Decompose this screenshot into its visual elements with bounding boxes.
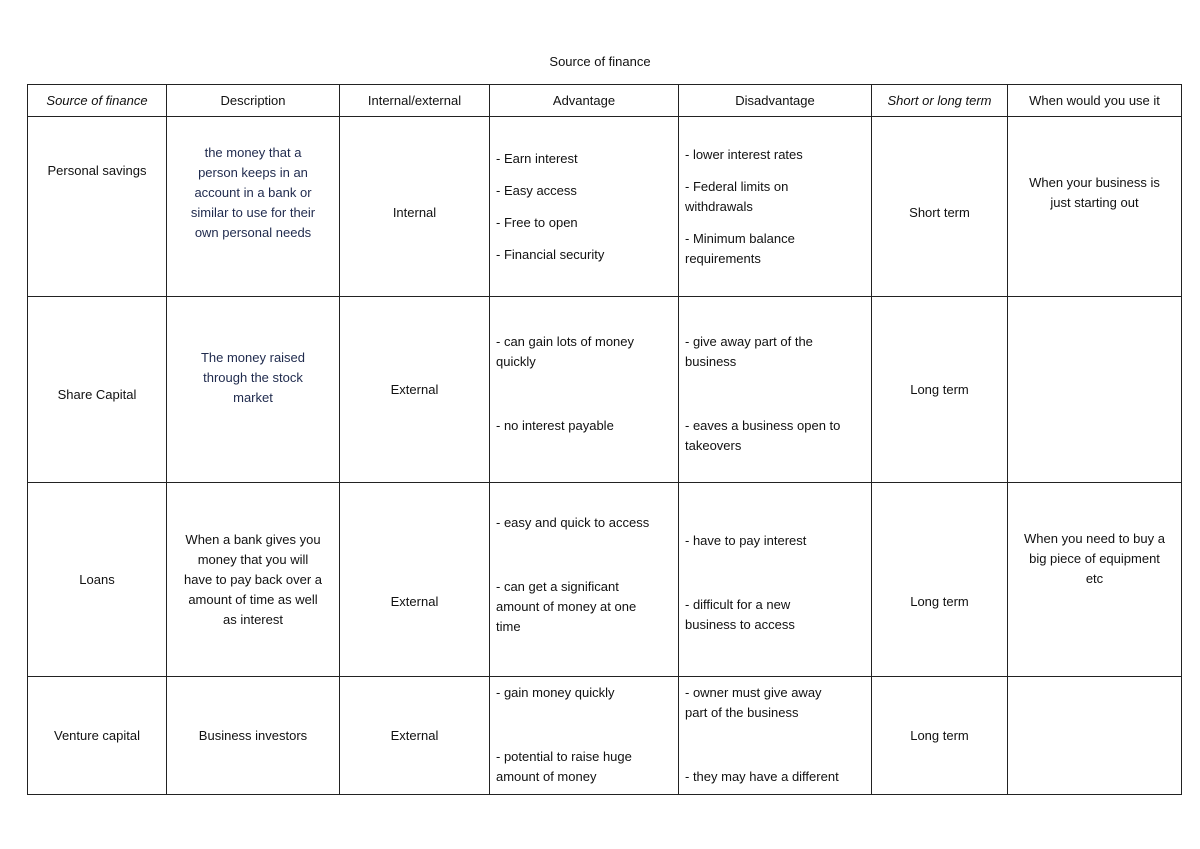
description-line: person keeps in an (198, 164, 308, 180)
type-label: External (390, 727, 439, 743)
advantage-item: quickly (496, 353, 536, 369)
table-row (28, 483, 1182, 677)
term-label: Long term (910, 727, 969, 743)
term-label: Long term (910, 593, 969, 609)
term-cell (872, 677, 1008, 795)
use-line: just starting out (1050, 194, 1139, 210)
disadvantage-item: - give away part of the (685, 333, 813, 349)
description-line: market (233, 389, 273, 405)
advantage-item: - can gain lots of money (496, 333, 635, 349)
use-line: etc (1085, 570, 1104, 586)
type-cell (340, 677, 490, 795)
disadvantage-cell (679, 297, 872, 483)
disadvantage-item: - have to pay interest (685, 532, 807, 548)
disadvantage-item: withdrawals (685, 198, 753, 214)
source-cell (28, 677, 167, 795)
header-advantage: Advantage (490, 85, 679, 117)
term-label: Short term (909, 204, 970, 220)
disadvantage-item: part of the business (685, 704, 799, 720)
advantage-item: - potential to raise huge (496, 748, 632, 764)
description-line: the money that a (204, 144, 302, 160)
use-cell (1008, 117, 1182, 297)
header-when-to-use: When would you use it (1008, 85, 1182, 117)
use-cell (1008, 297, 1182, 483)
description-cell (167, 483, 340, 677)
source-cell (28, 483, 167, 677)
advantage-cell (490, 483, 679, 677)
term-cell (872, 117, 1008, 297)
disadvantage-item: business to access (685, 616, 795, 632)
type-cell (340, 483, 490, 677)
term-cell (872, 297, 1008, 483)
advantage-item: - no interest payable (496, 417, 614, 433)
description-line: amount of time as well (188, 591, 318, 607)
advantage-item: - can get a significant (496, 578, 619, 594)
description-line: through the stock (203, 369, 303, 385)
header-source: Source of finance (28, 85, 167, 117)
page-title: Source of finance (549, 54, 651, 69)
use-line: big piece of equipment (1029, 550, 1160, 566)
advantage-item: - gain money quickly (496, 684, 615, 700)
advantage-item: amount of money at one (496, 598, 637, 614)
use-line: When you need to buy a (1024, 530, 1165, 546)
type-label: External (390, 593, 439, 609)
advantage-item: - Free to open (496, 214, 578, 230)
use-cell (1008, 483, 1182, 677)
disadvantage-item: - difficult for a new (685, 596, 791, 612)
disadvantage-item: - eaves a business open to (685, 417, 841, 433)
source-label: Venture capital (53, 727, 140, 743)
advantage-cell (490, 677, 679, 795)
description-line: When a bank gives you (185, 531, 321, 547)
header-description: Description (167, 85, 340, 117)
disadvantage-item: - Minimum balance (685, 230, 795, 246)
description-line: money that you will (197, 551, 309, 567)
disadvantage-item: - Federal limits on (685, 178, 789, 194)
advantage-item: time (496, 618, 521, 634)
disadvantage-item: business (685, 353, 737, 369)
advantage-item: - easy and quick to access (496, 514, 650, 530)
use-cell (1008, 677, 1182, 795)
header-row (28, 85, 1182, 117)
description-line: similar to use for their (190, 204, 316, 220)
type-cell (340, 117, 490, 297)
description-line: Business investors (198, 727, 308, 743)
description-cell (167, 677, 340, 795)
description-line: The money raised (200, 349, 306, 365)
description-cell (167, 117, 340, 297)
source-label: Personal savings (47, 162, 147, 178)
description-line: as interest (223, 611, 283, 627)
source-cell (28, 117, 167, 297)
header-internal-external: Internal/external (340, 85, 490, 117)
type-label: Internal (392, 204, 437, 220)
table-row (28, 677, 1182, 795)
type-label: External (390, 381, 439, 397)
source-label: Loans (79, 571, 115, 587)
disadvantage-cell (679, 677, 872, 795)
advantage-item: amount of money (496, 768, 597, 784)
advantage-item: - Earn interest (496, 150, 578, 166)
disadvantage-item: - owner must give away (685, 684, 822, 700)
advantage-item: - Financial security (496, 246, 605, 262)
source-cell (28, 297, 167, 483)
advantage-item: - Easy access (496, 182, 577, 198)
advantage-cell (490, 117, 679, 297)
description-line: have to pay back over a (183, 571, 323, 587)
disadvantage-cell (679, 483, 872, 677)
header-term: Short or long term (872, 85, 1008, 117)
disadvantage-item: requirements (685, 250, 761, 266)
description-cell (167, 297, 340, 483)
disadvantage-item: - lower interest rates (685, 146, 803, 162)
disadvantage-cell (679, 117, 872, 297)
finance-table (27, 84, 1182, 795)
type-cell (340, 297, 490, 483)
disadvantage-item: takeovers (685, 437, 742, 453)
table-row (28, 297, 1182, 483)
description-line: own personal needs (194, 224, 312, 240)
disadvantage-item: - they may have a different (685, 768, 839, 784)
source-label: Share Capital (57, 386, 137, 402)
table-row (28, 117, 1182, 297)
term-cell (872, 483, 1008, 677)
description-line: account in a bank or (194, 184, 312, 200)
term-label: Long term (910, 381, 969, 397)
use-line: When your business is (1029, 174, 1160, 190)
advantage-cell (490, 297, 679, 483)
header-disadvantage: Disadvantage (679, 85, 872, 117)
